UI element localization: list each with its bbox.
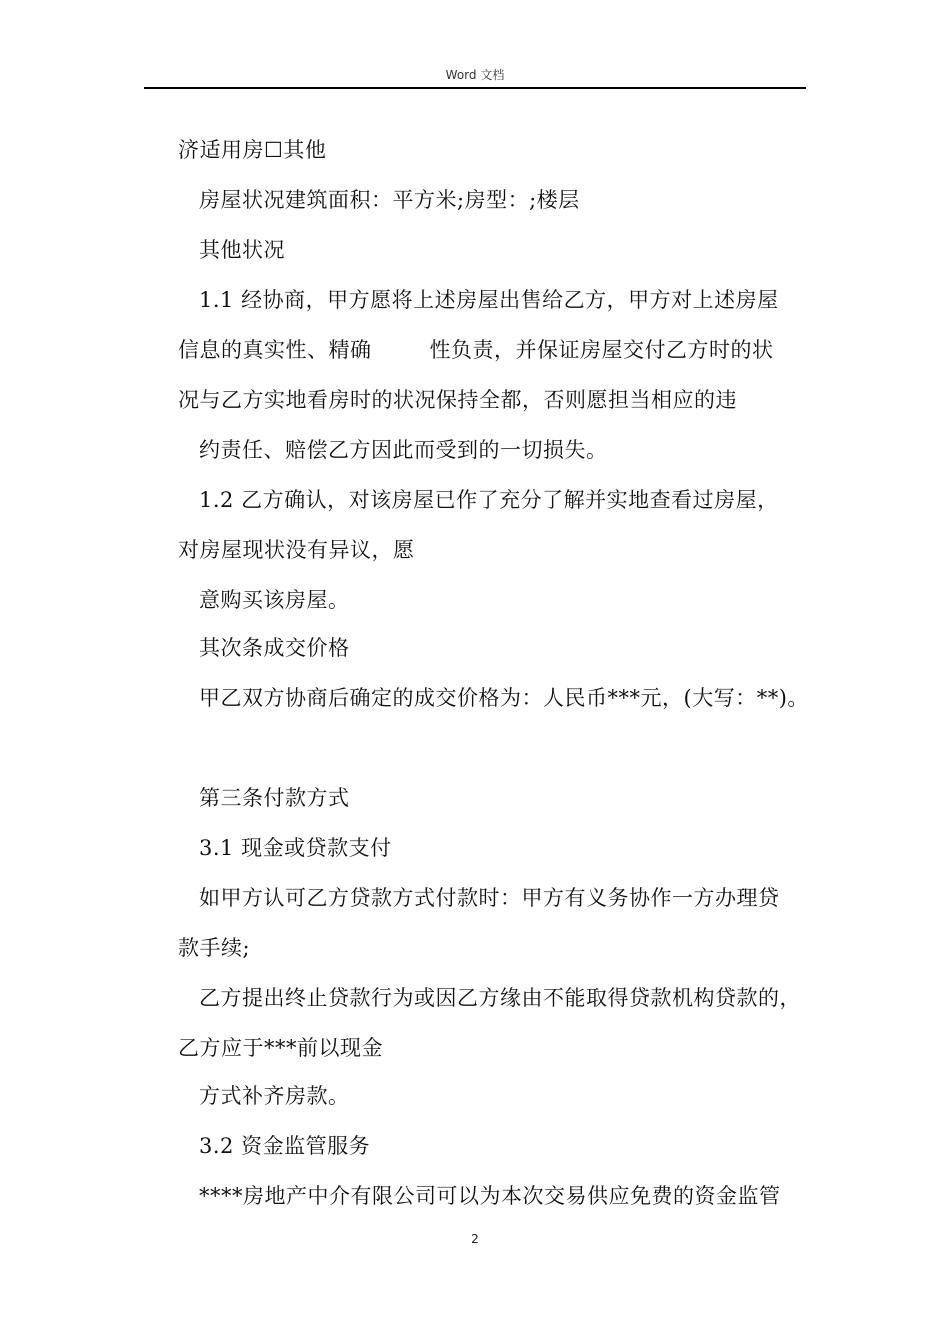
body-line: 房屋状况建筑面积：平方米;房型：;楼层 (199, 188, 580, 212)
section-heading: 其次条成交价格 (199, 636, 350, 660)
body-line: 如甲方认可乙方贷款方式付款时：甲方有义务协作一方办理贷 (199, 886, 780, 910)
body-line: 约责任、赔偿乙方因此而受到的一切损失。 (199, 438, 608, 462)
body-line: 方式补齐房款。 (199, 1084, 350, 1108)
subsection-heading: 3.1 现金或贷款支付 (199, 836, 392, 860)
page-number: 2 (471, 1232, 479, 1246)
body-line: 况与乙方实地看房时的状况保持全都，否则愿担当相应的违 (178, 388, 737, 412)
body-line-part: 信息的真实性、精确 (178, 338, 372, 362)
body-line: 乙方提出终止贷款行为或因乙方缘由不能取得贷款机构贷款的， (199, 986, 801, 1010)
body-line: 甲乙双方协商后确定的成交价格为：人民币***元，(大写：**)。 (199, 686, 809, 710)
body-line: 济适用房☐其他 (178, 138, 327, 162)
header-divider (144, 87, 806, 89)
section-heading: 第三条付款方式 (199, 786, 350, 810)
header-title: Word 文档 (445, 68, 505, 82)
body-line: 乙方应于***前以现金 (178, 1036, 383, 1060)
body-line (178, 336, 774, 364)
body-line-part: 性负责，并保证房屋交付乙方时的状 (429, 338, 774, 362)
body-line: 意购买该房屋。 (199, 588, 350, 612)
body-line: 对房屋现状没有异议，愿 (178, 538, 415, 562)
body-line: 款手续; (178, 936, 251, 960)
subsection-heading: 3.2 资金监管服务 (199, 1134, 371, 1158)
body-line: ****房地产中介有限公司可以为本次交易供应免费的资金监管 (199, 1184, 781, 1208)
body-line: 1.1 经协商，甲方愿将上述房屋出售给乙方，甲方对上述房屋 (199, 288, 779, 312)
body-line: 1.2 乙方确认，对该房屋已作了充分了解并实地查看过房屋， (199, 488, 779, 512)
body-line: 其他状况 (199, 238, 285, 262)
